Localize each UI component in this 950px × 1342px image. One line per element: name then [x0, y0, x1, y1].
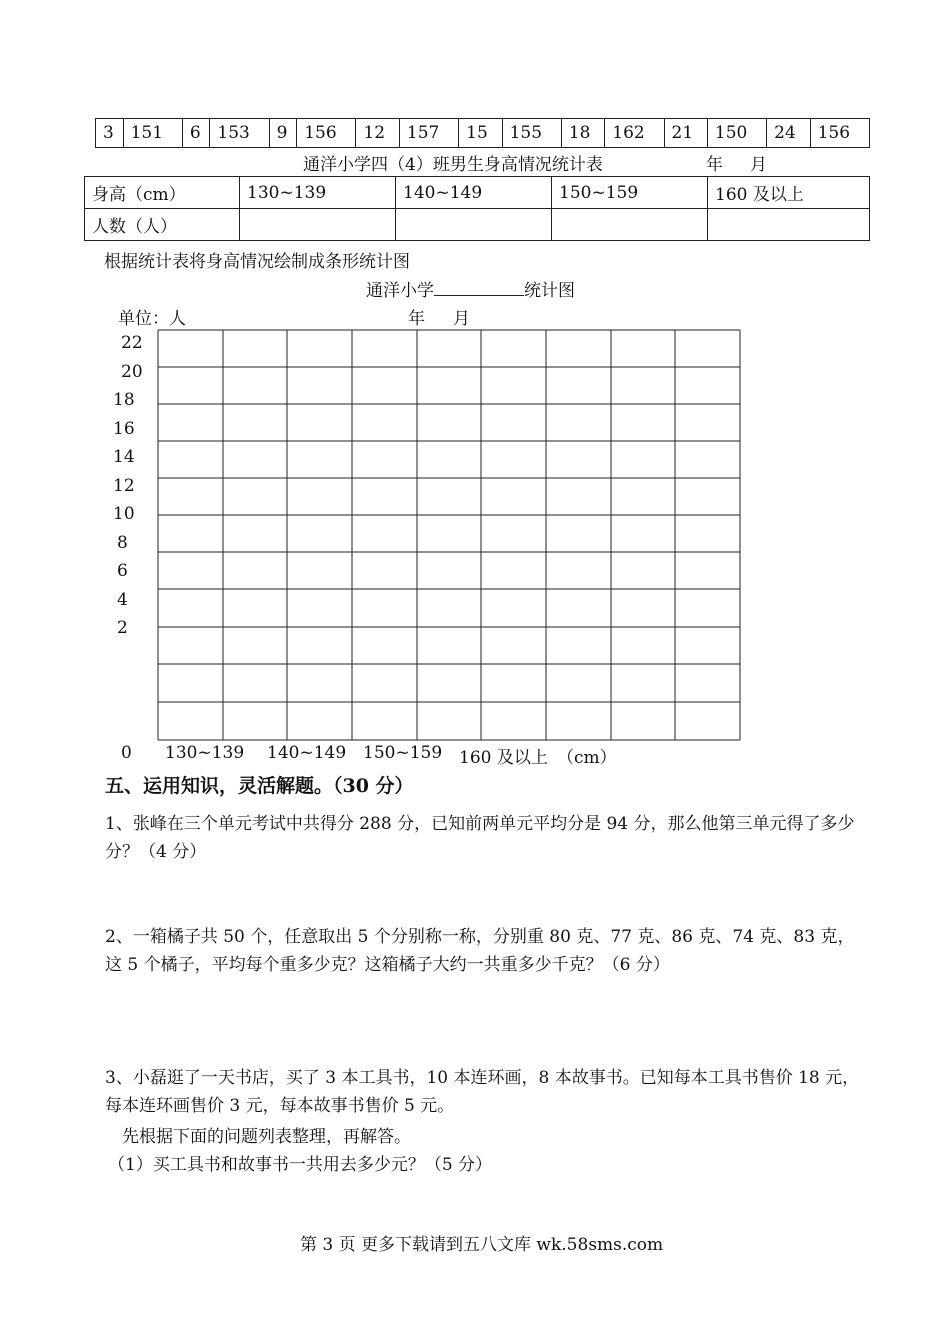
chart-year: 年: [408, 309, 425, 329]
y-tick-label: 2: [117, 618, 128, 638]
stat-table-title: 通洋小学四（4）班男生身高情况统计表: [303, 155, 603, 175]
x-tick-label: 160 及以上: [459, 748, 548, 768]
table-cell: 156: [297, 119, 356, 148]
y-tick-label: 12: [113, 476, 135, 496]
table-cell: [396, 209, 552, 241]
y-tick-label: 10: [113, 504, 135, 524]
table-header-cell: 身高（cm）: [85, 177, 240, 209]
chart-origin-label: 0: [121, 743, 132, 763]
title-blank: [434, 277, 524, 296]
question-3-note: 先根据下面的问题列表整理，再解答。: [122, 1127, 411, 1147]
table-cell: 153: [210, 119, 269, 148]
height-data-table: [95, 118, 870, 148]
chart-month: 月: [453, 309, 470, 329]
chart-title: 通洋小学 统计图: [366, 276, 575, 301]
y-tick-label: 4: [117, 590, 128, 610]
table-row: [85, 209, 870, 241]
table-header-cell: 160 及以上: [708, 177, 870, 209]
y-tick-label: 18: [113, 390, 135, 410]
question-3: 3、小磊逛了一天书店，买了 3 本工具书，10 本连环画，8 本故事书。已知每本工具书售价 18 元，每本连环画售价 3 元，每本故事书售价 5 元。: [105, 1068, 860, 1116]
table-cell: 156: [810, 119, 869, 148]
table-cell: 24: [767, 119, 810, 148]
table-cell: 3: [96, 119, 124, 148]
x-tick-label: 130~139: [165, 743, 245, 763]
table-cell: 162: [605, 119, 664, 148]
section-heading: 五、运用知识，灵活解题。（30 分）: [105, 775, 414, 797]
table-header-cell: 140~149: [396, 177, 552, 209]
page-footer: 第 3 页 更多下载请到五八文库 wk.58sms.com: [300, 1235, 664, 1255]
x-tick-label: 140~149: [267, 743, 347, 763]
question-2: 2、一箱橘子共 50 个，任意取出 5 个分别称一称，分别重 80 克、77 克、86 克、74 克、83 克，这 5 个橘子，平均每个重多少克？这箱橘子大约一共重多少千克？（6 分）: [105, 927, 855, 975]
y-tick-label: 8: [117, 533, 128, 553]
table-row: [96, 119, 870, 148]
table-cell: [708, 209, 870, 241]
x-unit-label: （cm）: [557, 748, 617, 768]
table-cell: 150: [707, 119, 766, 148]
y-tick-label: 6: [117, 561, 128, 581]
chart-unit-label: 单位：人: [118, 309, 186, 329]
table-row: [85, 177, 870, 209]
height-stat-table: [84, 176, 870, 241]
table-cell: 人数（人）: [85, 209, 240, 241]
y-tick-label: 22: [121, 333, 143, 353]
x-tick-label: 150~159: [363, 743, 443, 763]
table-cell: 6: [182, 119, 210, 148]
table-header-cell: 130~139: [240, 177, 396, 209]
question-3-sub1: （1）买工具书和故事书一共用去多少元？（5 分）: [108, 1155, 493, 1175]
table-cell: 157: [399, 119, 458, 148]
table-cell: 15: [459, 119, 502, 148]
y-tick-label: 20: [121, 362, 143, 382]
y-tick-label: 16: [113, 419, 135, 439]
chart-instruction: 根据统计表将身高情况绘制成条形统计图: [104, 252, 410, 272]
table-cell: [240, 209, 396, 241]
stat-table-month: 月: [750, 155, 767, 175]
stat-table-year: 年: [706, 155, 723, 175]
table-cell: 155: [502, 119, 561, 148]
table-header-cell: 150~159: [552, 177, 708, 209]
chart-grid: [157, 329, 741, 741]
table-cell: 12: [356, 119, 399, 148]
table-cell: 21: [664, 119, 707, 148]
y-tick-label: 14: [113, 447, 135, 467]
question-1: 1、张峰在三个单元考试中共得分 288 分，已知前两单元平均分是 94 分，那么他第三单元得了多少分？（4 分）: [105, 814, 855, 862]
table-cell: 9: [269, 119, 297, 148]
table-cell: 151: [123, 119, 182, 148]
table-cell: 18: [561, 119, 604, 148]
table-cell: [552, 209, 708, 241]
